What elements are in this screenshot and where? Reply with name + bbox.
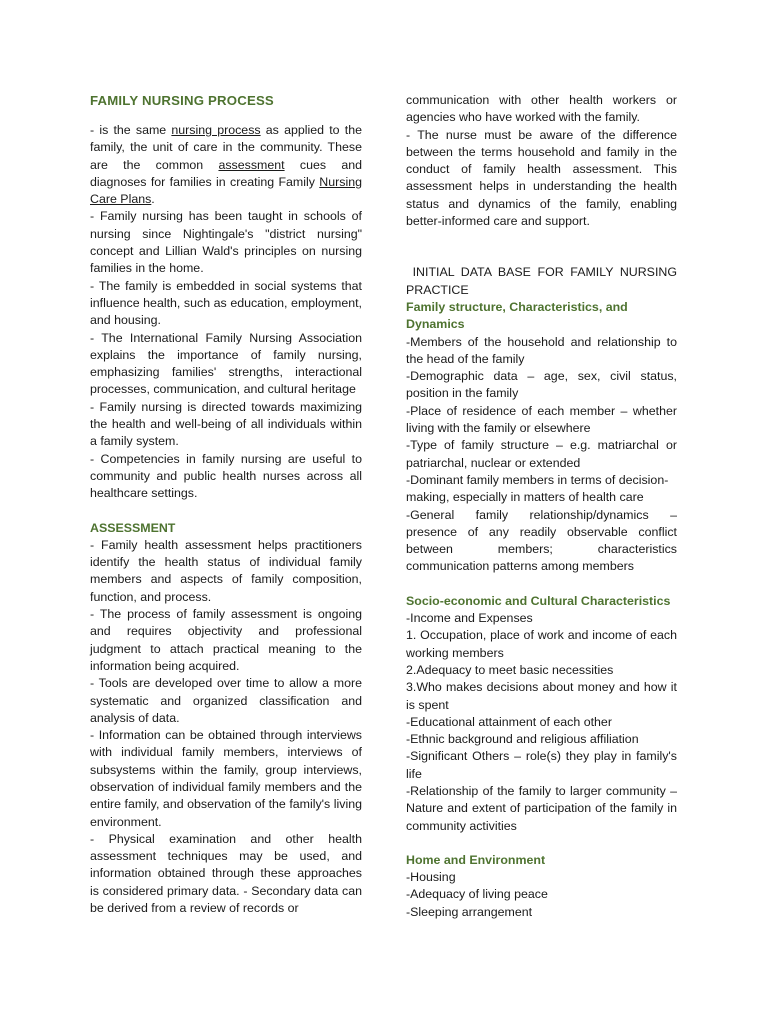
paragraph: - Competencies in family nursing are useful to community and public health nurses across all healthcare settings. <box>90 451 362 501</box>
nursing-care-plans-link[interactable]: Nursing Care Plans <box>90 174 362 207</box>
assessment-paragraph: - Information can be obtained through interviews with individual family members, interviews of subsystems within the family, group interviews, observation of individual family members and the entire family, and observation of the family's living environment. <box>90 728 362 829</box>
intro-text-2: as applied to the family, the unit of care in the community. These are the common <box>90 123 362 172</box>
left-column <box>90 92 362 917</box>
list-item: 1. Occupation, place of work and income of each working members <box>406 628 677 660</box>
section-heading-socio-economic: Socio-economic and Cultural Characteristics <box>406 593 671 608</box>
list-item: -Relationship of the family to larger community – Nature and extent of participation of the family in community activities <box>406 783 677 833</box>
assessment-heading: ASSESSMENT <box>90 520 176 535</box>
right-column <box>406 92 681 921</box>
list-item: -Significant Others – role(s) they play in family's life <box>406 749 677 781</box>
list-item: -Place of residence of each member – whether living with the family or elsewhere <box>406 403 677 436</box>
list-item: 3.Who makes decisions about money and how it is spent <box>406 680 677 712</box>
spacer <box>406 230 677 264</box>
intro-paragraph <box>90 122 362 208</box>
intro-text-3: cues and diagnoses for families in creating Family <box>90 157 362 189</box>
intro-text-4: . <box>151 192 155 207</box>
intro-text-1: - is the same <box>90 123 172 137</box>
list-item: -Demographic data – age, sex, civil status, position in the family <box>406 369 677 401</box>
database-heading: INITIAL DATA BASE FOR FAMILY NURSING PRACTICE <box>406 265 681 297</box>
assessment-paragraph: - Physical examination and other health assessment techniques may be used, and information obtained through these approaches is considered primary data. - Secondary data can be derived from a review of records or <box>90 831 362 916</box>
nursing-process-link[interactable]: nursing process <box>171 123 261 137</box>
list-item: -Adequacy of living peace <box>406 887 548 902</box>
assessment-paragraph: - Tools are developed over time to allow a more systematic and organized classification and analysis of data. <box>90 676 362 725</box>
assessment-link[interactable]: assessment <box>218 157 285 172</box>
spacer <box>90 503 362 520</box>
section-heading-family-structure: Family structure, Characteristics, and Dynamics <box>406 299 628 332</box>
list-item: -Ethnic background and religious affiliation <box>406 732 639 747</box>
paragraph: - Family nursing is directed towards maximizing the health and well-being of all individuals within a family system. <box>90 399 362 449</box>
document-title: FAMILY NURSING PROCESS <box>90 93 274 108</box>
list-item: 2.Adequacy to meet basic necessities <box>406 662 614 677</box>
spacer <box>406 576 677 593</box>
list-item: -General family relationship/dynamics – presence of any readily observable conflict between members; characteristics communication patterns among members <box>406 507 677 574</box>
assessment-paragraph: - Family health assessment helps practitioners identify the health status of individual family members and aspects of family composition, function, and process. <box>90 537 362 604</box>
spacer <box>406 835 677 852</box>
list-item: -Dominant family members in terms of decision-making, especially in matters of health care <box>406 472 669 505</box>
list-item: -Sleeping arrangement <box>406 904 533 919</box>
continuation-paragraph: - The nurse must be aware of the difference between the terms household and family in the conduct of family health assessment. This assessment helps in understanding the health status and dynamics of the family, enabling better-informed care and support. <box>406 127 677 229</box>
paragraph: - Family nursing has been taught in schools of nursing since Nightingale's "district nursing" concept and Lillian Wald's principles on nursing families in the home. <box>90 209 362 276</box>
section-heading-home-environment: Home and Environment <box>406 852 546 867</box>
list-item: -Housing <box>406 870 456 885</box>
list-item: -Educational attainment of each other <box>406 714 612 729</box>
continuation-paragraph: communication with other health workers or agencies who have worked with the family. <box>406 93 677 125</box>
list-item: -Members of the household and relationship to the head of the family <box>406 334 677 366</box>
list-item: -Type of family structure – e.g. matriarchal or patriarchal, nuclear or extended <box>406 438 677 470</box>
paragraph: - The International Family Nursing Association explains the importance of family nursing, emphasizing families' strengths, interactional processes, communication, and cultural heritage <box>90 330 362 397</box>
paragraph: - The family is embedded in social systems that influence health, such as education, employment, and housing. <box>90 278 362 328</box>
assessment-paragraph: - The process of family assessment is ongoing and requires objectivity and professional judgment to attach practical meaning to the information being acquired. <box>90 607 362 673</box>
list-item: -Income and Expenses <box>406 611 533 626</box>
